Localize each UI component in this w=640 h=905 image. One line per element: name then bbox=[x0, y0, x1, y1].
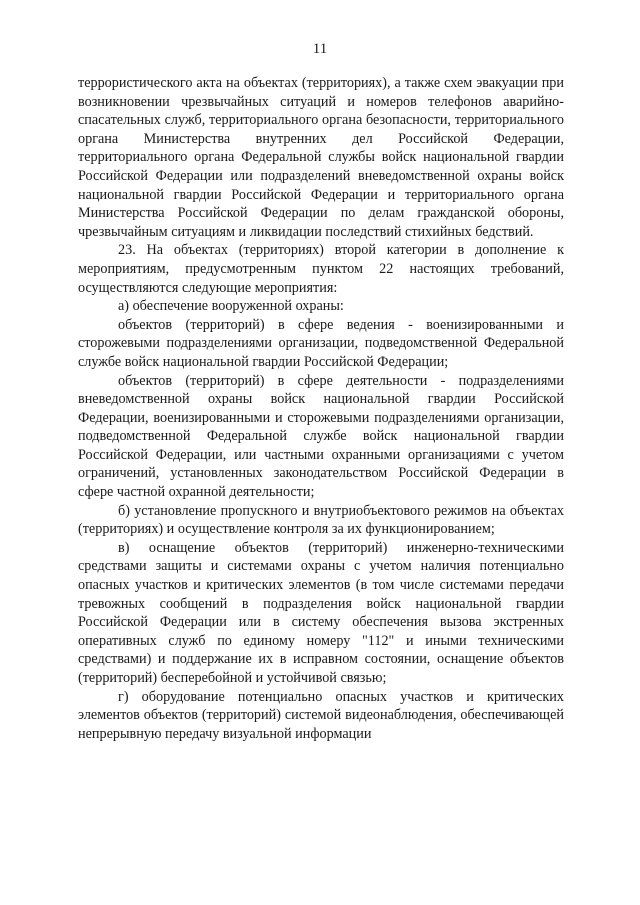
paragraph-item-23: 23. На объектах (территориях) второй категории в дополнение к мероприятиям, предусмотренным пунктом 22 настоящих требований, осуществляются следующие мероприятия: bbox=[78, 242, 564, 296]
paragraph-subitem-g: г) оборудование потенциально опасных участков и критических элементов объектов (территорий) системой видеонаблюдения, обеспечивающей непрерывную передачу визуальной информации bbox=[78, 688, 564, 742]
paragraph-guard-sphere-activity: объектов (территорий) в сфере деятельности - подразделениями вневедомственной охраны войск национальной гвардии Российской Федерации, военизированными и сторожевыми подразделениями организации, подведомственной Федеральной службе войск национальной гвардии Российской Федерации, или частными охранными организациями с учетом ограничений, установленных законодательством Российской Федерации в сфере частной охранной деятельности; bbox=[78, 372, 564, 501]
paragraph-subitem-v: в) оснащение объектов (территорий) инженерно-техническими средствами защиты и системами охраны с учетом наличия потенциально опасных участков и критических элементов (в том числе системами передачи тревожных сообщений в подразделения войск национальной гвардии Российской Федерации или в систему обеспечения вызова экстренных оперативных служб по единому номеру "112" и иными техническими средствами) и поддержание их в исправном состоянии, оснащение объектов (территорий) бесперебойной и устойчивой связью; bbox=[78, 539, 564, 686]
document-body bbox=[78, 74, 564, 743]
paragraph-subitem-b: б) установление пропускного и внутриобъектового режимов на объектах (территориях) и осуществление контроля за их функционированием; bbox=[78, 502, 564, 538]
paragraph-guard-sphere-management: объектов (территорий) в сфере ведения - военизированными и сторожевыми подразделениями организации, подведомственной Федеральной службе войск национальной гвардии Российской Федерации; bbox=[78, 316, 564, 370]
paragraph-continuation: террористического акта на объектах (территориях), а также схем эвакуации при возникновении чрезвычайных ситуаций и номеров телефонов аварийно-спасательных служб, территориального органа безопасности, территориального органа Министерства внутренних дел Российской Федерации, территориального органа Федеральной службы войск национальной гвардии Российской Федерации или подразделений вневедомственной охраны войск национальной гвардии Российской Федерации и территориального органа Министерства Российской Федерации по делам гражданской обороны, чрезвычайным ситуациям и ликвидации последствий стихийных бедствий. bbox=[78, 75, 564, 240]
paragraph-subitem-a: а) обеспечение вооруженной охраны: bbox=[118, 298, 344, 315]
page-number: 11 bbox=[312, 41, 328, 57]
